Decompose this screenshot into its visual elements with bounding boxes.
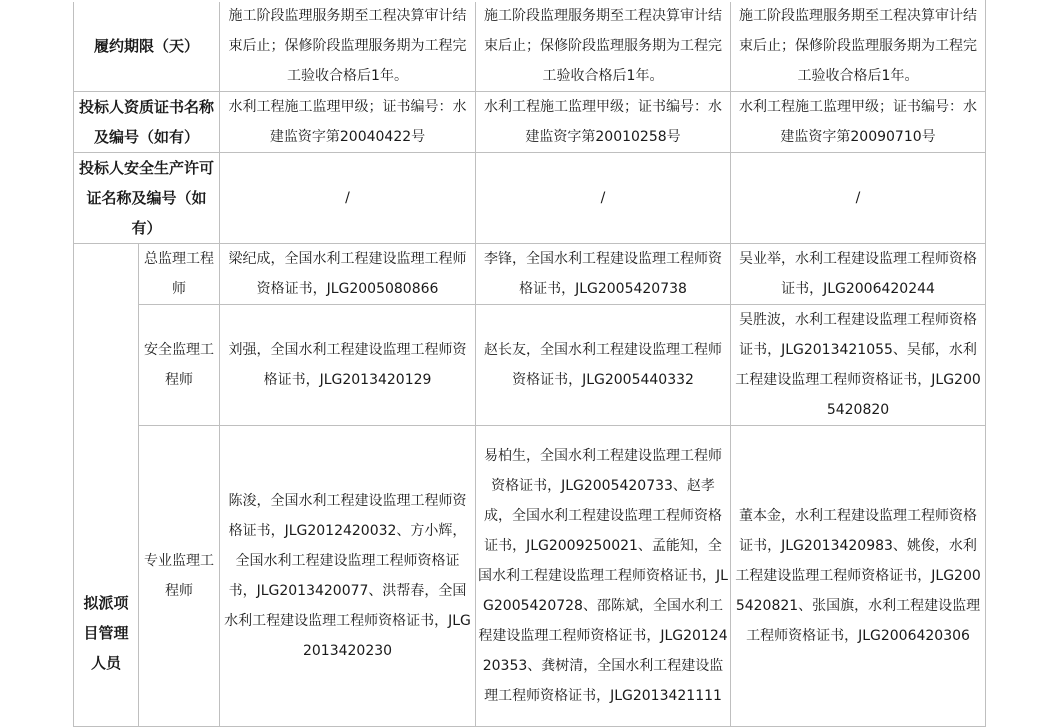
specialist-bidder-1: 陈浚，全国水利工程建设监理工程师资格证书，JLG2012420032、方小辉，全国水利工程建设监理工程师资格证书，JLG2013420077、洪帮春，全国水利工程建设监理工程师资格证书，JLG2013420230 <box>220 426 476 727</box>
safety-permit-bidder-1: / <box>220 153 476 244</box>
qualification-bidder-2: 水利工程施工监理甲级；证书编号：水建监资字第20010258号 <box>476 92 731 153</box>
row-label-qualification: 投标人资质证书名称及编号（如有） <box>74 92 220 153</box>
chief-bidder-3: 吴业举，水利工程建设监理工程师资格证书，JLG2006420244 <box>731 244 986 305</box>
table-top-edge <box>73 0 985 2</box>
chief-bidder-2: 李锋，全国水利工程建设监理工程师资格证书，JLG2005420738 <box>476 244 731 305</box>
term-bidder-3: 施工阶段监理服务期至工程决算审计结束后止；保修阶段监理服务期为工程完工验收合格后1年。 <box>731 1 986 92</box>
bid-comparison-table <box>73 0 986 727</box>
term-bidder-1: 施工阶段监理服务期至工程决算审计结束后止；保修阶段监理服务期为工程完工验收合格后1年。 <box>220 1 476 92</box>
safety-permit-bidder-2: / <box>476 153 731 244</box>
table-row-specialist-engineer <box>74 426 986 727</box>
table-row-chief-engineer <box>74 244 986 305</box>
specialist-bidder-2: 易柏生，全国水利工程建设监理工程师资格证书，JLG2005420733、赵孝成，全国水利工程建设监理工程师资格证书，JLG2009250021、孟能知，全国水利工程建设监理工程师资格证书，JLG2005420728、邵陈斌，全国水利工程建设监理工程师资格证书，JLG2012420353、龚树清，全国水利工程建设监理工程师资格证书，JLG2013421111 <box>476 426 731 727</box>
row-label-safety-permit: 投标人安全生产许可证名称及编号（如有） <box>74 153 220 244</box>
sublabel-chief-engineer: 总监理工程师 <box>139 244 220 305</box>
table-row-qualification <box>74 92 986 153</box>
sublabel-safety-engineer: 安全监理工程师 <box>139 305 220 426</box>
safety-permit-bidder-3: / <box>731 153 986 244</box>
qualification-bidder-3: 水利工程施工监理甲级；证书编号：水建监资字第20090710号 <box>731 92 986 153</box>
sublabel-specialist-engineer: 专业监理工程师 <box>139 426 220 727</box>
specialist-bidder-3: 董本金，水利工程建设监理工程师资格证书，JLG2013420983、姚俊，水利工程建设监理工程师资格证书，JLG2005420821、张国旗，水利工程建设监理工程师资格证书，JLG2006420306 <box>731 426 986 727</box>
table-row-safety-permit <box>74 153 986 244</box>
row-label-staff: 拟派项目管理人员 <box>74 244 139 727</box>
qualification-bidder-1: 水利工程施工监理甲级；证书编号：水建监资字第20040422号 <box>220 92 476 153</box>
safety-bidder-1: 刘强，全国水利工程建设监理工程师资格证书，JLG2013420129 <box>220 305 476 426</box>
table-row-safety-engineer <box>74 305 986 426</box>
term-bidder-2: 施工阶段监理服务期至工程决算审计结束后止；保修阶段监理服务期为工程完工验收合格后1年。 <box>476 1 731 92</box>
row-label-term: 履约期限（天） <box>74 1 220 92</box>
page-margin <box>0 0 40 727</box>
chief-bidder-1: 梁纪成，全国水利工程建设监理工程师资格证书，JLG2005080866 <box>220 244 476 305</box>
safety-bidder-3: 吴胜波，水利工程建设监理工程师资格证书，JLG2013421055、吴郁，水利工程建设监理工程师资格证书，JLG2005420820 <box>731 305 986 426</box>
safety-bidder-2: 赵长友，全国水利工程建设监理工程师资格证书，JLG2005440332 <box>476 305 731 426</box>
table-row-term <box>74 1 986 92</box>
